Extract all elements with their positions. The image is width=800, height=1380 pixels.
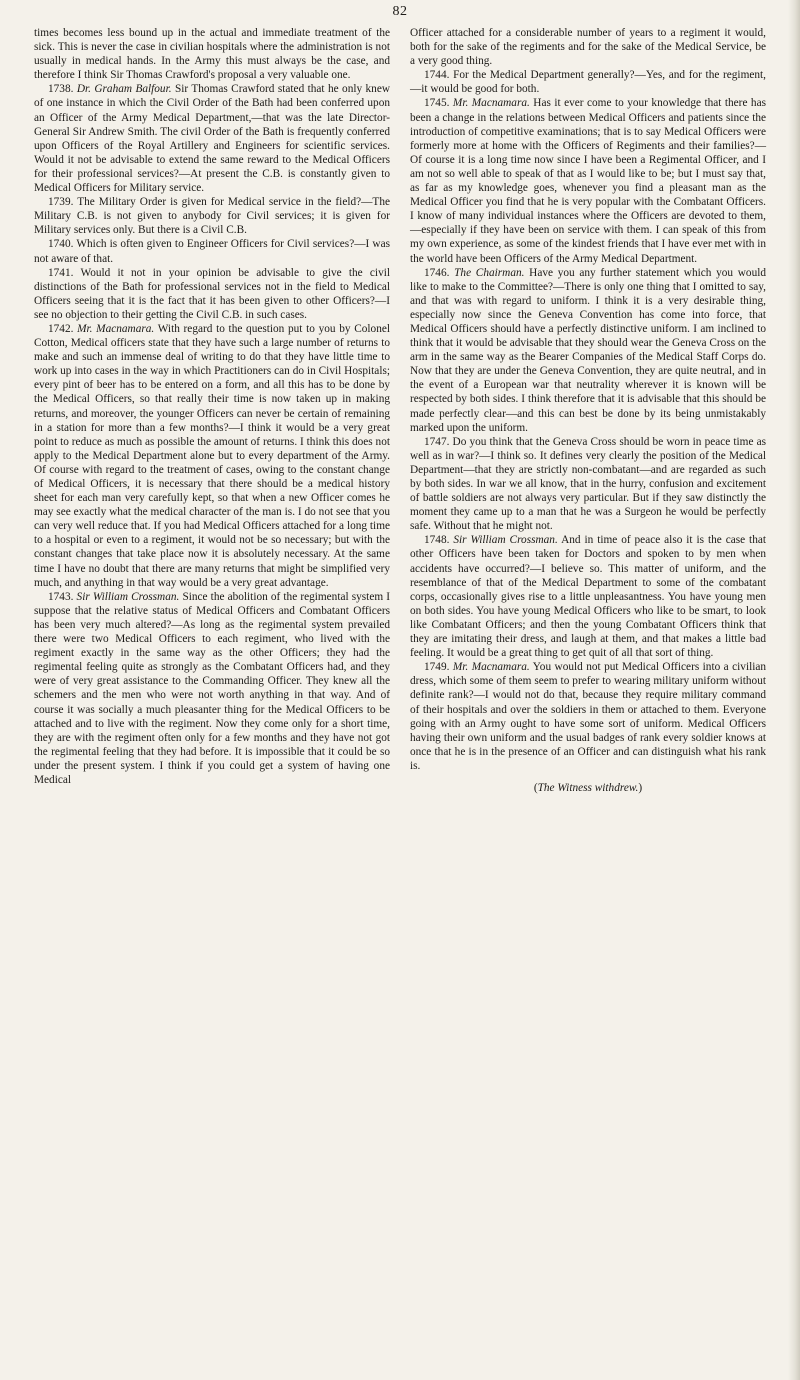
question-number: 1749. (424, 661, 450, 674)
testimony-paragraph (410, 266, 766, 435)
paragraph-text: Do you think that the Geneva Cross should be worn in peace time as well as in war?—I think so. It defines very clearly the position of the Medical Department—that they are strictly non-combatant—and are regarded as such by both sides. In war we all know, that in the hurry, confusion and excitement of battle soldiers are not always very particular. But if they saw distinctly the moment they came up to a man that he was a Surgeon he would be perfectly safe. Without that he might not. (410, 435, 767, 533)
paragraph-text: And in time of peace also it is the case that other Officers have been taken for Doctors and spoken to by men when accidents have occurred?—I believe so. This matter of uniform, and the resemblance of that of the Medical Department to some of the combatant corps, occasionally gives rise to a little unpleasantness. You have young men on both sides. You have young Medical Officers who like to be smart, to look like Combatant Officers; and then the young Combatant Officers think that they are imitating their dress, and laugh at them, and that makes a little bad feeling. It would be a great thing to get quit of all that sort of thing. (410, 534, 766, 660)
page-edge-shadow (788, 0, 800, 1380)
speaker-name: Sir William Crossman. (76, 590, 180, 603)
testimony-paragraph (34, 195, 390, 237)
testimony-paragraph (34, 82, 390, 195)
right-column (410, 26, 766, 795)
paren-open: ( (533, 781, 538, 794)
speaker-name: Mr. Macnamara. (77, 322, 155, 335)
witness-withdrew-note (410, 781, 766, 795)
question-number: 1740. (48, 238, 74, 251)
paragraph-text: With regard to the question put to you by Colonel Cotton, Medical officers state that they have such a large number of returns to make and such an immense deal of writing to do that they have little time to work up into cases in the way in which Practitioners can do in Civil Hospitals; every pint of beer has to be entered on a form, and all this has to be done by the Medical Officers, so that really their time is now taken up in making returns, and moreover, the younger Officers can never be certain of remaining in a station for more than a few months?—I think it would be a very great point to reduce as much as possible the amount of returns. I think this does not apply to the Medical Department alone but to every department of the Army. Of course with regard to the treatment of cases, owing to the constant change of Medical Officers, it is necessary that there should be a medical history sheet for each man very carefully kept, so that when a new Officer comes he may see exactly what the medical character of the man is. I do not see that you can very well reduce that. If you had Medical Officers attached for a long time to a hospital or even to a regiment, it would not be so necessary; but with the constant changes that take place now it is absolutely necessary. At the same time I have no doubt that there are many returns that might be simplified very much, and anything in that way would be a very great advantage. (34, 322, 390, 589)
paragraph-text: Which is often given to Engineer Officers for Civil services?—I was not aware of that. (34, 238, 390, 265)
paragraph-text: Officer attached for a considerable number of years to a regiment it would, both for the sake of the regiments and for the sake of the Medical Service, be a very good thing. (410, 27, 766, 68)
question-number: 1745. (424, 97, 450, 110)
testimony-paragraph (410, 533, 766, 660)
paragraph-text: Has it ever come to your knowledge that there has been a change in the relations between Medical Officers and patients since the introduction of competitive examinations; that is to say Medical Officers were formerly more at home with the Officers of Regiments and their families?—Of course it is a long time now since I have been a Regimental Officer, and I am not so well able to speak of that as I would like to be; but I must say that, as far as my knowledge goes, whenever you find a pleasant man as the Medical Officer you find that he is very popular with the Combatant Officers. I know of many individual instances where the Officers are devoted to them,—especially if they have been on service with them. I can speak of this from my own experience, as some of the kindest friends that I have ever met with in the world have been Officers of the Army Medical Department. (410, 97, 766, 265)
closing-text: The Witness withdrew. (537, 781, 639, 794)
speaker-name: Mr. Macnamara. (452, 97, 530, 110)
speaker-name: The Chairman. (454, 266, 525, 279)
testimony-paragraph (410, 660, 766, 773)
paragraph-text: Would it not in your opinion be advisable to give the civil distinctions of the Bath for professional services not in the field to Medical Officers seeing that it is the fact that it has been given to other Officers?—I see no objection to their getting the Civil C.B. in such cases. (34, 266, 390, 321)
testimony-paragraph (34, 266, 390, 322)
question-number: 1743. (48, 590, 74, 603)
paragraph-text: The Military Order is given for Medical service in the field?—The Military C.B. is not given to anybody for Civil services; it is given for Military services only. But there is a Civil C.B. (34, 196, 390, 237)
testimony-paragraph (34, 237, 390, 265)
question-number: 1741. (48, 266, 74, 279)
question-number: 1742. (48, 322, 74, 335)
speaker-name: Sir William Crossman. (453, 534, 558, 547)
page-number: 82 (392, 4, 408, 19)
speaker-name: Mr. Macnamara. (452, 661, 530, 674)
testimony-paragraph (34, 26, 390, 82)
paragraph-text: Since the abolition of the regimental system I suppose that the relative status of Medical Officers and Combatant Officers has been very much altered?—As long as the regimental system prevailed there were two Medical Officers to each regiment, who lived with the regiment exactly in the same way as the other Officers; they had the regimental feeling quite as strongly as the Combatant Officers had, and they were of very great assistance to the Commanding Officer. They knew all the schemers and the men who were not worth anything in that way. And of course it was socially a much pleasanter thing for the Medical Officers to be attached and to live with the regiment. Now they come only for a short time, they are with the regiment often only for a few months and they have not got the regimental feeling that they had before. It is impossible that it could be so under the present system. I think if you could get a system of having one Medical (34, 590, 390, 786)
testimony-paragraph (410, 68, 766, 96)
paragraph-text: Have you any further statement which you would like to make to the Committee?—There is only one thing that I omitted to say, and that was with regard to uniform. I think it is a very desirable thing, especially now since the Geneva Convention has come into force, that Medical Officers should have a perfectly distinctive uniform. I am inclined to think that it would be advisable that they should wear the Geneva Cross on the arm in the same way as the Bearer Companies of the Medical Staff Corps do. Now that they are under the Geneva Convention, they are quite neutral, and in the event of a European war that neutrality wherever it is known will be respected by both sides. I think therefore that it is advisable that this should be made perfectly clear—and this can best be done by its being unmistakably marked upon the uniform. (410, 266, 767, 434)
testimony-paragraph (34, 590, 390, 787)
paragraph-text: Sir Thomas Crawford stated that he only knew of one instance in which the Civil Order of the Bath had been conferred upon an Officer of the Army Medical Department,—that was the late Director-General Sir Andrew Smith. The civil Order of the Bath is frequently conferred upon Officers of the Royal Artillery and Engineers for scientific services. Would it not be advisable to extend the same reward to the Medical Officers for their professional services?—At present the C.B. is constantly given to Medical Officers for Military service. (34, 83, 391, 195)
question-number: 1744. (424, 69, 450, 82)
testimony-paragraph (410, 26, 766, 68)
paragraph-text: times becomes less bound up in the actual and immediate treatment of the sick. This is never the case in civilian hospitals where the administration is not usually in medical hands. In the Army this must always be the case, and therefore I think Sir Thomas Crawford's proposal a very valuable one. (34, 27, 390, 82)
question-number: 1748. (424, 534, 450, 547)
paragraph-text: You would not put Medical Officers into a civilian dress, which some of them seem to prefer to wearing military uniform without definite rank?—I would not do that, because they require military command of their hospitals and over the soldiers in them or attached to them. Everyone going with an Army ought to have some sort of uniform. Medical Officers having their own uniform and the usual badges of rank every soldier knows at once that he is in the presence of an Officer and can distinguish what his rank is. (410, 661, 767, 772)
paragraph-text: For the Medical Department generally?—Yes, and for the regiment,—it would be good for both. (410, 69, 766, 96)
question-number: 1739. (48, 196, 74, 209)
testimony-paragraph (410, 435, 766, 534)
question-number: 1738. (48, 83, 74, 96)
paren-close: ) (638, 781, 643, 794)
left-column (34, 26, 390, 787)
question-number: 1747. (424, 435, 450, 448)
testimony-paragraph (34, 322, 390, 590)
speaker-name: Dr. Graham Balfour. (76, 83, 172, 96)
question-number: 1746. (424, 266, 450, 279)
testimony-paragraph (410, 96, 766, 265)
